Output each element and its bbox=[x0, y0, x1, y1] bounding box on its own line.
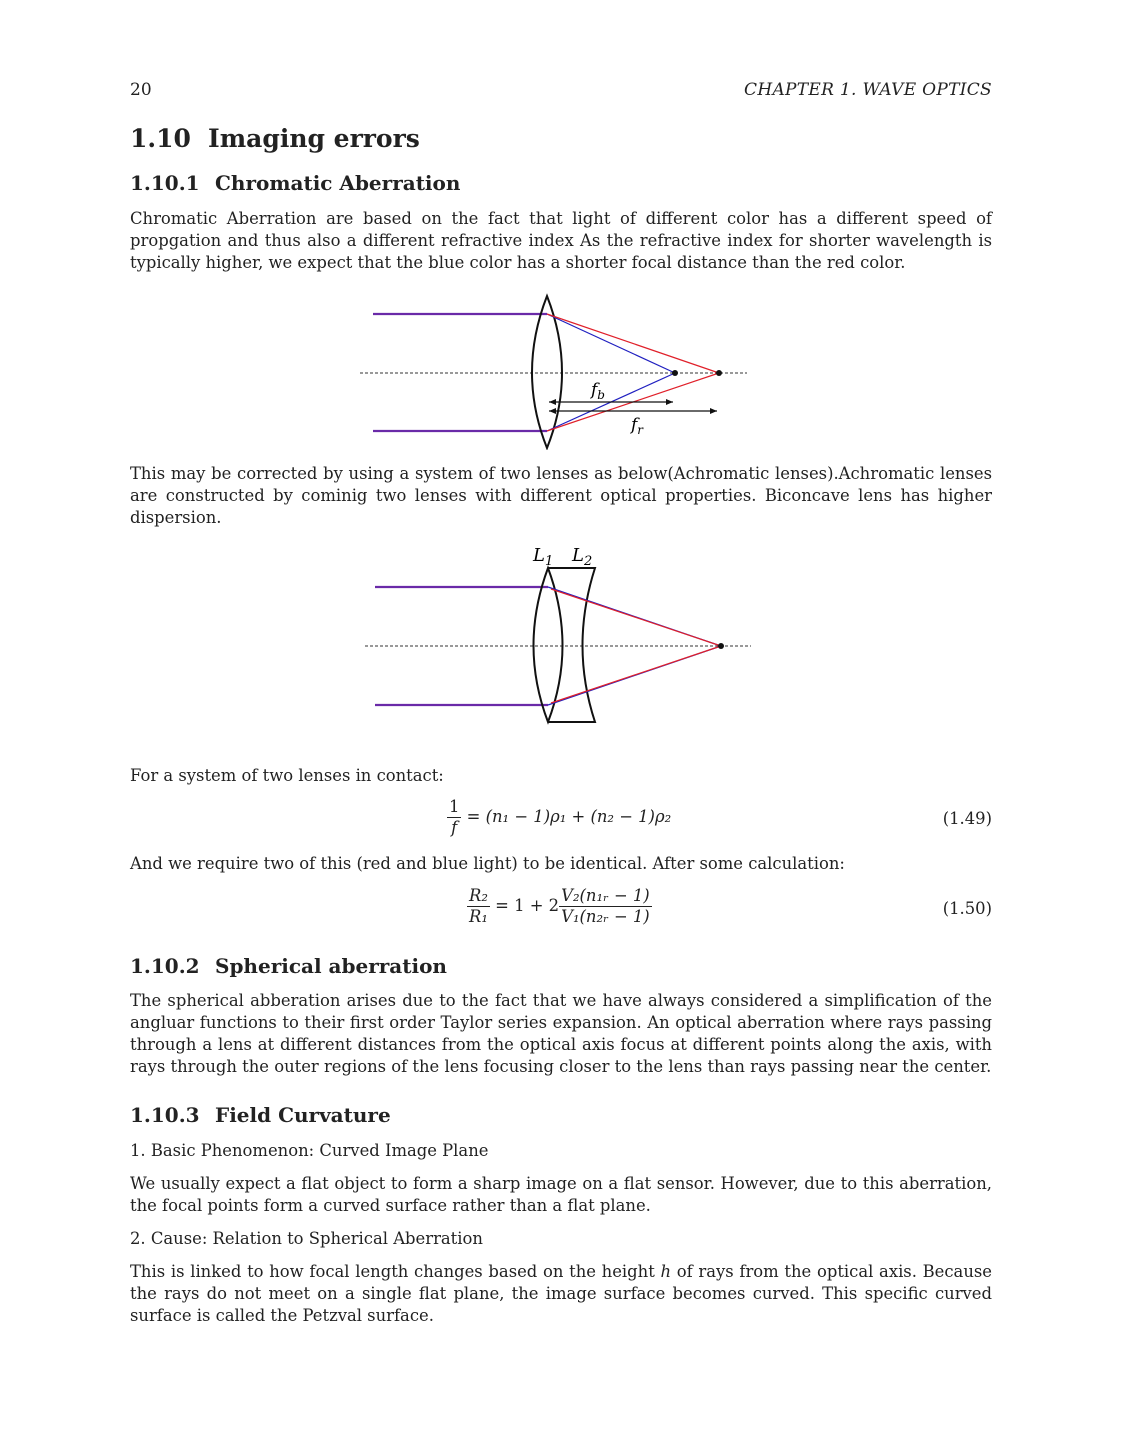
paragraph-achromatic: This may be corrected by using a system of two lenses as below(Achromatic lenses).Achromatic lenses are constructed by cominig two lenses with different optical properties. Biconcave lens has higher dispersion. bbox=[130, 464, 992, 527]
paragraph-require: And we require two of this (red and blue light) to be identical. After some calculation: bbox=[130, 854, 845, 873]
blue-ray-top bbox=[547, 314, 675, 373]
height-variable: h bbox=[660, 1262, 672, 1281]
subsection-heading-chromatic bbox=[130, 171, 460, 195]
red-ray-top bbox=[547, 314, 719, 373]
subsection-number: 1.10.2 bbox=[130, 954, 200, 978]
subsection-number: 1.10.3 bbox=[130, 1103, 200, 1127]
blue-focal-point bbox=[672, 370, 678, 376]
section-title: Imaging errors bbox=[208, 124, 420, 153]
equation-number-1-50: (1.50) bbox=[942, 899, 992, 918]
red-ray-bottom bbox=[551, 646, 721, 703]
eq150-rhs-fraction: $\frac{\text{V₂(n₁ᵣ − 1)}}{\text{V₁(n₂ᵣ − 1)}}$ bbox=[561, 886, 650, 926]
figure-achromatic-doublet bbox=[355, 538, 755, 728]
eq150-mid: = 1 + 2 bbox=[495, 896, 560, 915]
l1-label: $L_1$ bbox=[533, 545, 554, 569]
section-number: 1.10 bbox=[130, 124, 191, 153]
eq149-fraction: $\frac{1}{f}$ bbox=[449, 797, 460, 837]
field-item-1: 1. Basic Phenomenon: Curved Image Plane bbox=[130, 1141, 489, 1160]
fr-label: $f_r$ bbox=[631, 415, 644, 437]
subsection-number: 1.10.1 bbox=[130, 171, 200, 195]
paragraph-two-lenses: For a system of two lenses in contact: bbox=[130, 766, 444, 785]
equation-number-1-49: (1.49) bbox=[942, 809, 992, 828]
figure-chromatic-aberration bbox=[355, 290, 755, 450]
subsection-title: Spherical aberration bbox=[215, 954, 447, 978]
red-focal-point bbox=[716, 370, 722, 376]
paragraph-chromatic-intro: Chromatic Aberration are based on the fact that light of different color has a different speed of propgation and thus also a different refractive index As the refractive index for shorter wavelength is typically higher, we expect that the blue color has a shorter focal distance than the red color. bbox=[130, 209, 992, 272]
page-number: 20 bbox=[130, 80, 152, 100]
paragraph-field-1: We usually expect a flat object to form a sharp image on a flat sensor. However, due to this aberration, the focal points form a curved surface rather than a flat plane. bbox=[130, 1174, 992, 1215]
eq149-rhs: = (n₁ − 1)ρ₁ + (n₂ − 1)ρ₂ bbox=[466, 807, 672, 826]
subsection-title: Field Curvature bbox=[215, 1103, 391, 1127]
running-header: CHAPTER 1. WAVE OPTICS bbox=[744, 80, 992, 100]
common-focal-point bbox=[718, 643, 724, 649]
subsection-heading-spherical bbox=[130, 954, 447, 978]
paragraph-spherical: The spherical abberation arises due to the fact that we have always considered a simplification of the angluar functions to their first order Taylor series expansion. An optical aberration where rays passing through a lens at different distances from the optical axis focus at different points along the axis, with rays through the outer regions of the lens focusing closer to the lens than rays passing near the center. bbox=[130, 991, 992, 1076]
red-ray-top bbox=[551, 589, 721, 646]
equation-1-49 bbox=[447, 797, 671, 838]
l2-label: $L_2$ bbox=[572, 545, 593, 569]
equation-1-50 bbox=[467, 886, 652, 927]
fb-label: $f_b$ bbox=[591, 380, 605, 402]
subsection-title: Chromatic Aberration bbox=[215, 171, 461, 195]
paragraph-field-2: This is linked to how focal length changes based on the height h of rays from the optical axis. Because the rays do not meet on a single flat plane, the image surface becomes curved. This specific curved surface is called the Petzval surface. bbox=[130, 1262, 992, 1325]
section-heading bbox=[130, 124, 420, 153]
field-item-2: 2. Cause: Relation to Spherical Aberration bbox=[130, 1229, 483, 1248]
eq150-lhs-fraction: $\frac{\text{R₂}}{\text{R₁}}$ bbox=[469, 886, 488, 926]
subsection-heading-field-curvature bbox=[130, 1103, 391, 1127]
